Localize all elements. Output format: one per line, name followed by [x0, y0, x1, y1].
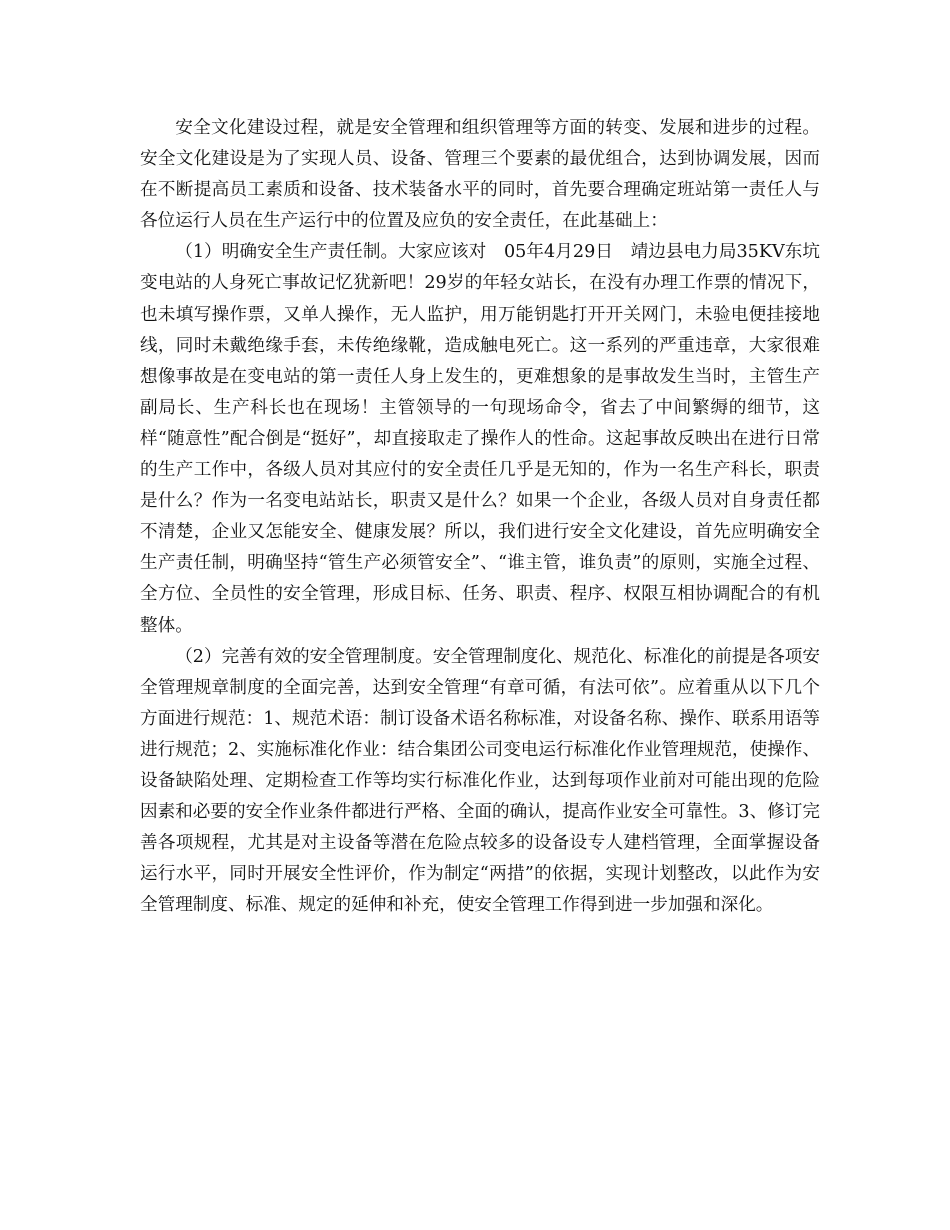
- document-page: [140, 113, 820, 921]
- paragraph-responsibility-system: （1）明确安全生产责任制。大家应该对 05年4月29日 靖边县电力局35KV东坑变电站的人身死亡事故记忆犹新吧！29岁的年轻女站长，在没有办理工作票的情况下，也未填写操作票，又单人操作，无人监护，用万能钥匙打开开关网门，未验电便挂接地线，同时未戴绝缘手套，未传绝缘靴，造成触电死亡。这一系列的严重违章，大家很难想像事故是在变电站的第一责任人身上发生的，更难想象的是事故发生当时，主管生产副局长、生产科长也在现场！主管领导的一句现场命令，省去了中间繁缛的细节，这样“随意性”配合倒是“挺好”，却直接取走了操作人的性命。这起事故反映出在进行日常的生产工作中，各级人员对其应付的安全责任几乎是无知的，作为一名生产科长，职责是什么？作为一名变电站站长，职责又是什么？如果一个企业，各级人员对自身责任都不清楚，企业又怎能安全、健康发展？所以，我们进行安全文化建设，首先应明确安全生产责任制，明确坚持“管生产必须管安全”、“谁主管，谁负责”的原则，实施全过程、全方位、全员性的安全管理，形成目标、任务、职责、程序、权限互相协调配合的有机整体。: [140, 242, 820, 636]
- paragraph-intro: 安全文化建设过程，就是安全管理和组织管理等方面的转变、发展和进步的过程。安全文化建设是为了实现人员、设备、管理三个要素的最优组合，达到协调发展，因而在不断提高员工素质和设备、技术装备水平的同时，首先要合理确定班站第一责任人与各位运行人员在生产运行中的位置及应负的安全责任，在此基础上：: [140, 118, 820, 232]
- paragraph-management-rules: （2）完善有效的安全管理制度。安全管理制度化、规范化、标准化的前提是各项安全管理规章制度的全面完善，达到安全管理“有章可循，有法可依”。应着重从以下几个方面进行规范：1、规范术语：制订设备术语名称标准，对设备名称、操作、联系用语等进行规范；2、实施标准化作业：结合集团公司变电运行标准化作业管理规范，使操作、设备缺陷处理、定期检查工作等均实行标准化作业，达到每项作业前对可能出现的危险因素和必要的安全作业条件都进行严格、全面的确认，提高作业安全可靠性。3、修订完善各项规程，尤其是对主设备等潜在危险点较多的设备设专人建档管理，全面掌握设备运行水平，同时开展安全性评价，作为制定“两措”的依据，实现计划整改，以此作为安全管理制度、标准、规定的延伸和补充，使安全管理工作得到进一步加强和深化。: [140, 646, 820, 916]
